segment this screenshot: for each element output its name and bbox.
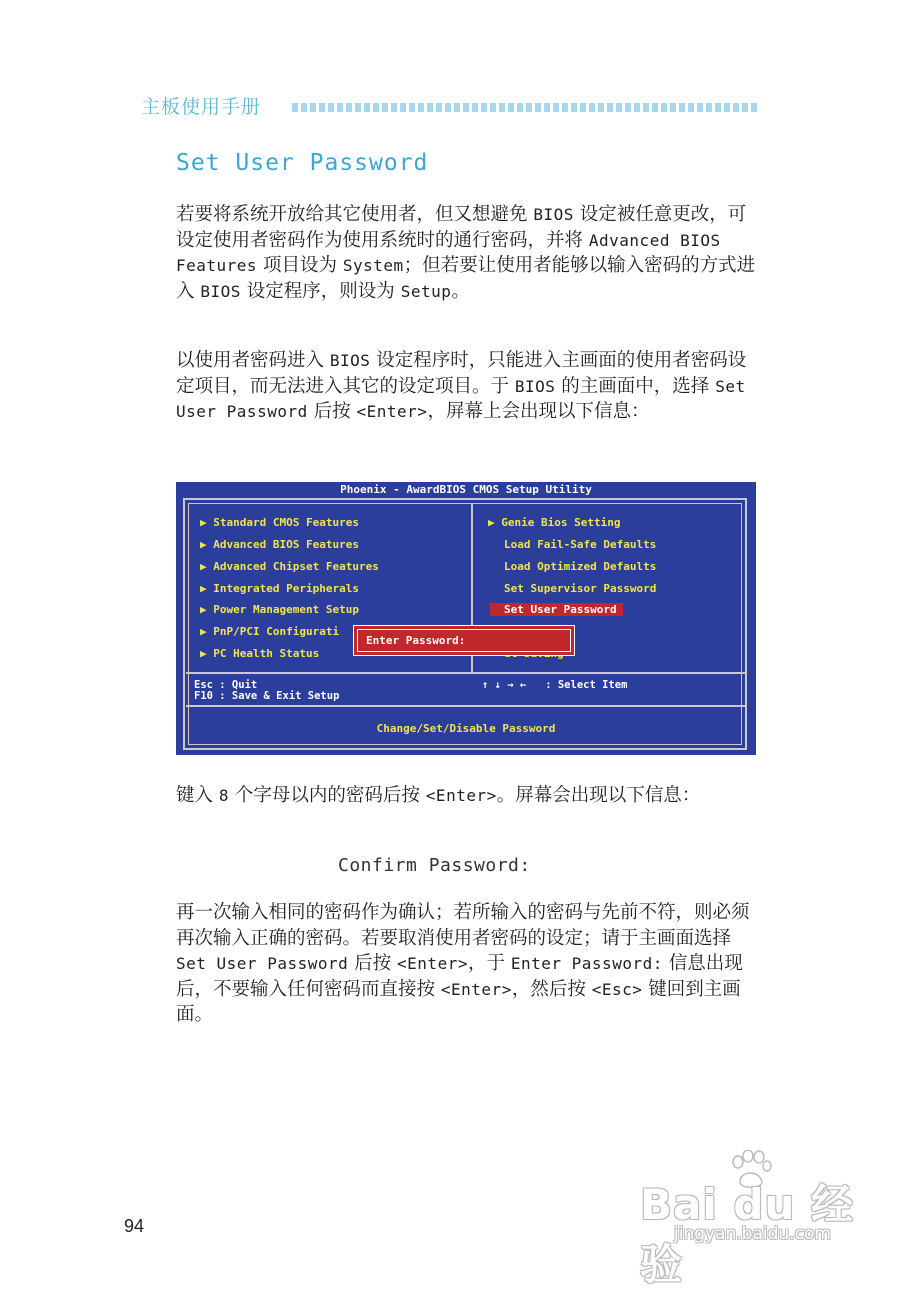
inline-code: BIOS	[200, 281, 241, 301]
text-run: 信息出现后，不要输入任何密码而直接按	[176, 953, 743, 1000]
text-run: 设定程序时，只能进入主画面的使用者密码设定项目，而无法进入其它的设定项目。于	[176, 350, 747, 397]
bios-menu-item[interactable]	[200, 559, 379, 574]
bios-menu-item[interactable]	[488, 515, 620, 530]
bios-menu-item[interactable]	[504, 559, 656, 574]
page-number: 94	[124, 1216, 145, 1236]
triangle-right-icon: ▶	[488, 516, 502, 529]
watermark-url: jingyan.baidu.com	[674, 1224, 831, 1244]
bios-menu-item[interactable]	[200, 537, 359, 552]
triangle-right-icon: ▶	[200, 647, 214, 660]
triangle-right-icon: ▶	[200, 538, 214, 551]
text-run: 后按	[348, 953, 398, 974]
bios-divider-status	[186, 705, 746, 707]
bios-screenshot	[176, 482, 756, 755]
text-run: 。屏幕会出现以下信息：	[496, 785, 701, 806]
text-run: ；但若要让使用者能够以输入密码的方式进入	[176, 255, 756, 302]
triangle-right-icon: ▶	[200, 560, 214, 573]
text-run: 个字母以内的密码后按	[229, 785, 426, 806]
bios-title-bar: Phoenix - AwardBIOS CMOS Setup Utility	[176, 482, 756, 498]
text-run: 再一次输入相同的密码作为确认；若所输入的密码与先前不符，则必须再次输入正确的密码。若要取消使用者密码的设定；请于主画面选择	[176, 902, 750, 949]
inline-code: <Enter>	[440, 979, 512, 999]
text-run: 键入	[176, 785, 219, 806]
bios-menu-item-label: PC Health Status	[213, 647, 320, 660]
bios-menu-item[interactable]	[200, 515, 359, 530]
bios-menu-item-label: Genie Bios Setting	[501, 516, 621, 529]
bios-dialog-label: Enter Password:	[366, 634, 466, 647]
inline-code: <Enter>	[425, 786, 497, 805]
triangle-right-icon: ▶	[200, 625, 214, 638]
bios-help-right: ↑ ↓ → ← : Select Item	[482, 679, 628, 691]
text-run: 设定程序，则设为	[240, 280, 401, 302]
bios-menu-item[interactable]	[200, 646, 319, 661]
triangle-right-icon: ▶	[200, 603, 214, 616]
text-run: 项目设为	[257, 255, 343, 276]
bios-menu-item-label: Set Supervisor Password	[504, 582, 657, 595]
bios-status-text: Change/Set/Disable Password	[376, 722, 556, 735]
header-dotted-rule	[292, 103, 758, 112]
bios-menu-item-label: Advanced Chipset Features	[213, 560, 379, 573]
watermark-brand: Bai du 经验	[640, 1180, 854, 1289]
bios-menu-item-selected[interactable]	[504, 602, 623, 617]
inline-code: <Enter>	[356, 402, 428, 421]
text-run: 设定被任意更改，可设定使用者密码作为使用系统时的通行密码，并将	[176, 204, 747, 251]
text-run: 后按	[307, 401, 357, 422]
bios-password-dialog[interactable]	[353, 625, 575, 656]
inline-code: BIOS	[514, 376, 556, 396]
baidu-watermark	[640, 1150, 860, 1289]
text-run: ，于	[467, 953, 511, 974]
text-run: ，屏幕上会出现以下信息：	[427, 401, 650, 422]
inline-code: <Enter>	[397, 954, 468, 973]
bios-divider-help	[186, 672, 746, 674]
inline-code: Setup	[400, 281, 452, 301]
inline-code: Set User Password	[176, 376, 746, 421]
section-title: Set User Password	[176, 150, 429, 176]
text-run: 的主画面中，选择	[555, 375, 716, 397]
inline-code: Advanced BIOS Features	[176, 230, 721, 275]
bios-menu-item[interactable]	[504, 581, 656, 596]
bios-menu-item[interactable]	[200, 581, 359, 596]
text-run: 。	[451, 280, 470, 302]
bios-menu-item[interactable]	[504, 537, 656, 552]
bios-menu-item-label: Load Optimized Defaults	[504, 560, 657, 573]
bios-menu-item-label: Power Management Setup	[213, 603, 359, 616]
bios-menu-item[interactable]	[200, 602, 359, 617]
bios-help-left: Esc : Quit F10 : Save & Exit Setup	[194, 679, 340, 702]
inline-code: Set User Password	[176, 954, 349, 973]
bios-menu-item-label: Advanced BIOS Features	[213, 538, 359, 551]
paragraph-user-password-entry	[176, 348, 758, 425]
inline-code: BIOS	[329, 351, 371, 370]
inline-code: <Esc>	[591, 979, 643, 999]
text-run: ，然后按	[511, 978, 592, 1000]
inline-code: 8	[218, 786, 230, 805]
text-run: 以使用者密码进入	[176, 350, 330, 371]
text-run: 键回到主画面。	[176, 978, 741, 1025]
header-title: 主板使用手册	[141, 96, 262, 118]
bios-menu-item-label: Integrated Peripherals	[213, 582, 359, 595]
confirm-password-line: Confirm Password:	[338, 855, 531, 876]
bios-menu-item-label: PnP/PCI Configurati	[213, 625, 340, 638]
bios-menu-item[interactable]	[200, 624, 339, 639]
bios-menu-item-label: Set User Password	[490, 603, 623, 616]
bios-menu-item-label: Load Fail-Safe Defaults	[504, 538, 657, 551]
paragraph-intro	[176, 202, 758, 304]
text-run: 若要将系统开放给其它使用者，但又想避免	[176, 204, 534, 225]
inline-code: Enter Password:	[510, 954, 663, 973]
inline-code: BIOS	[533, 205, 574, 224]
bios-menu-item-label: Standard CMOS Features	[213, 516, 359, 529]
triangle-right-icon: ▶	[200, 582, 214, 595]
paragraph-type-password	[176, 783, 758, 809]
paragraph-cancel-password	[176, 900, 758, 1028]
triangle-right-icon: ▶	[200, 516, 214, 529]
inline-code: System	[342, 256, 404, 275]
